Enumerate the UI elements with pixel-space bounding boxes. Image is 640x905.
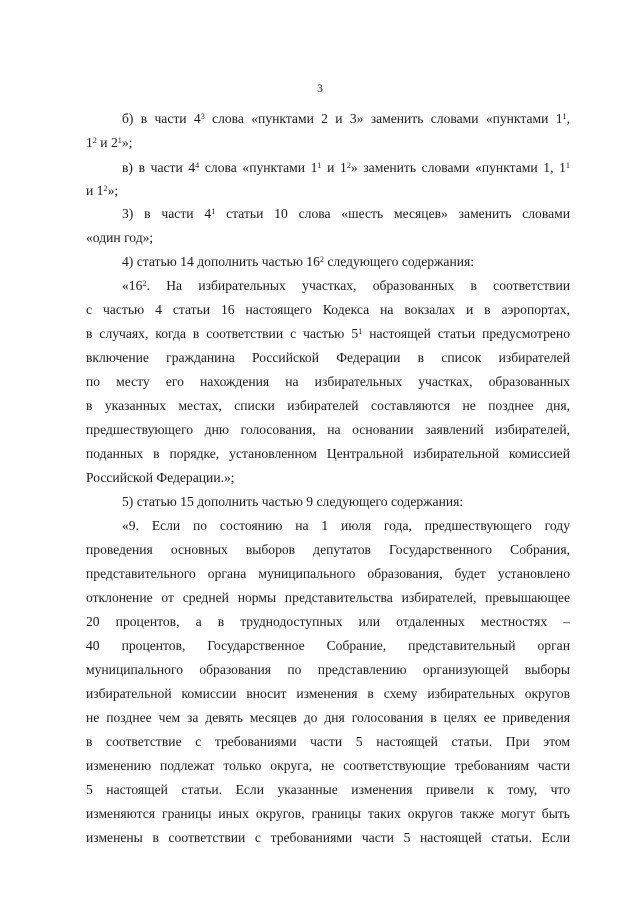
text-segment: поданных в порядке, установленном Центральной избирательной комиссией xyxy=(86,446,570,461)
text-line xyxy=(86,590,570,606)
text-line xyxy=(86,302,570,318)
text-line xyxy=(86,638,570,654)
text-segment: 1 xyxy=(86,135,93,150)
text-segment: избирательной комиссии вносит изменения в схему избирательных округов xyxy=(86,686,570,701)
text-line xyxy=(122,206,570,222)
text-segment: в) в части 4 xyxy=(122,160,196,175)
text-line xyxy=(122,160,570,176)
text-line xyxy=(86,758,570,774)
superscript: 2 xyxy=(92,135,97,145)
text-segment: слова «пунктами 1 xyxy=(199,160,318,175)
text-segment: , xyxy=(566,111,570,126)
text-segment: «один год»; xyxy=(86,230,154,245)
superscript: 2 xyxy=(103,183,108,193)
text-segment: 3) в части 4 xyxy=(122,206,212,221)
text-segment: в случаях, когда в соответствии с частью 5 xyxy=(86,326,359,341)
text-line xyxy=(86,470,570,486)
text-line xyxy=(86,326,570,342)
text-line xyxy=(86,806,570,822)
text-segment: б) в части 4 xyxy=(122,111,201,126)
text-segment: с частью 4 статьи 16 настоящего Кодекса на вокзалах и в аэропортах, xyxy=(86,302,570,317)
text-line xyxy=(122,254,570,270)
text-line xyxy=(122,111,570,127)
text-line xyxy=(86,542,570,558)
text-line xyxy=(122,494,570,510)
text-line xyxy=(86,398,570,414)
text-segment: . На избирательных участках, образованных в соответствии xyxy=(146,278,570,293)
superscript: 2 xyxy=(142,278,147,288)
text-segment: в соответствие с требованиями части 5 настоящей статьи. При этом xyxy=(86,734,570,749)
text-line xyxy=(86,830,570,846)
text-segment: и 1 xyxy=(321,160,347,175)
superscript: 4 xyxy=(195,160,200,170)
text-segment: по месту его нахождения на избирательных участках, образованных xyxy=(86,374,570,389)
text-line xyxy=(86,662,570,678)
text-line xyxy=(86,135,570,151)
text-line xyxy=(86,686,570,702)
text-line xyxy=(86,446,570,462)
text-segment: 4) статью 14 дополнить частью 16 xyxy=(122,254,320,269)
text-segment: »; xyxy=(121,135,133,150)
text-segment: изменяются границы иных округов, границы таких округов также могут быть xyxy=(86,806,570,821)
text-line xyxy=(86,710,570,726)
text-segment: проведения основных выборов депутатов Государственного Собрания, xyxy=(86,542,570,557)
text-segment: в указанных местах, списки избирателей составляются не позднее дня, xyxy=(86,398,570,413)
superscript: 1 xyxy=(565,160,570,170)
text-line xyxy=(86,422,570,438)
page-number: 3 xyxy=(317,83,323,95)
text-segment: 5 настоящей статьи. Если указанные изменения привели к тому, что xyxy=(86,782,570,797)
text-line xyxy=(86,374,570,390)
text-line xyxy=(122,518,570,534)
text-segment: представительного органа муниципального образования, будет установлено xyxy=(86,566,570,581)
text-segment: »; xyxy=(107,183,119,198)
text-segment: статьи 10 слова «шесть месяцев» заменить словами xyxy=(215,206,570,221)
text-segment: следующего содержания: xyxy=(323,254,475,269)
text-segment: настоящей статьи предусмотрено xyxy=(362,326,570,341)
text-segment: слова «пунктами 2 и 3» заменить словами «пунктами 1 xyxy=(204,111,563,126)
text-segment: Российской Федерации.»; xyxy=(86,470,235,485)
text-line xyxy=(86,734,570,750)
text-line xyxy=(122,278,570,294)
superscript: 2 xyxy=(346,160,351,170)
text-segment: «16 xyxy=(122,278,143,293)
text-segment: предшествующего дню голосования, на основании заявлений избирателей, xyxy=(86,422,570,437)
superscript: 1 xyxy=(358,326,363,336)
superscript: 2 xyxy=(319,254,324,264)
text-segment: отклонение от средней нормы представительства избирателей, превышающее xyxy=(86,590,570,605)
text-line xyxy=(86,350,570,366)
text-segment: включение гражданина Российской Федерации в список избирателей xyxy=(86,350,570,365)
text-segment: » заменить словами «пунктами 1, 1 xyxy=(350,160,566,175)
text-line xyxy=(86,566,570,582)
text-segment: 20 процентов, а в труднодоступных или отдаленных местностях – xyxy=(86,614,570,629)
text-line xyxy=(86,614,570,630)
text-line xyxy=(86,183,570,199)
text-segment: муниципального образования по представлению организующей выборы xyxy=(86,662,570,677)
text-line xyxy=(86,230,570,246)
superscript: 1 xyxy=(317,160,322,170)
text-segment: изменению подлежат только округа, не соответствующие требованиям части xyxy=(86,758,570,773)
text-line xyxy=(86,782,570,798)
superscript: 1 xyxy=(211,206,216,216)
superscript: 1 xyxy=(562,111,567,121)
text-segment: не позднее чем за девять месяцев до дня голосования в целях ее приведения xyxy=(86,710,570,725)
superscript: 1 xyxy=(117,135,122,145)
text-segment: и 1 xyxy=(86,183,104,198)
superscript: 3 xyxy=(200,111,205,121)
text-segment: 40 процентов, Государственное Собрание, представительный орган xyxy=(86,638,570,653)
text-segment: изменены в соответствии с требованиями части 5 настоящей статьи. Если xyxy=(86,830,570,845)
text-segment: «9. Если по состоянию на 1 июля года, предшествующего году xyxy=(122,518,570,533)
text-segment: и 2 xyxy=(96,135,118,150)
text-segment: 5) статью 15 дополнить частью 9 следующего содержания: xyxy=(122,494,464,509)
